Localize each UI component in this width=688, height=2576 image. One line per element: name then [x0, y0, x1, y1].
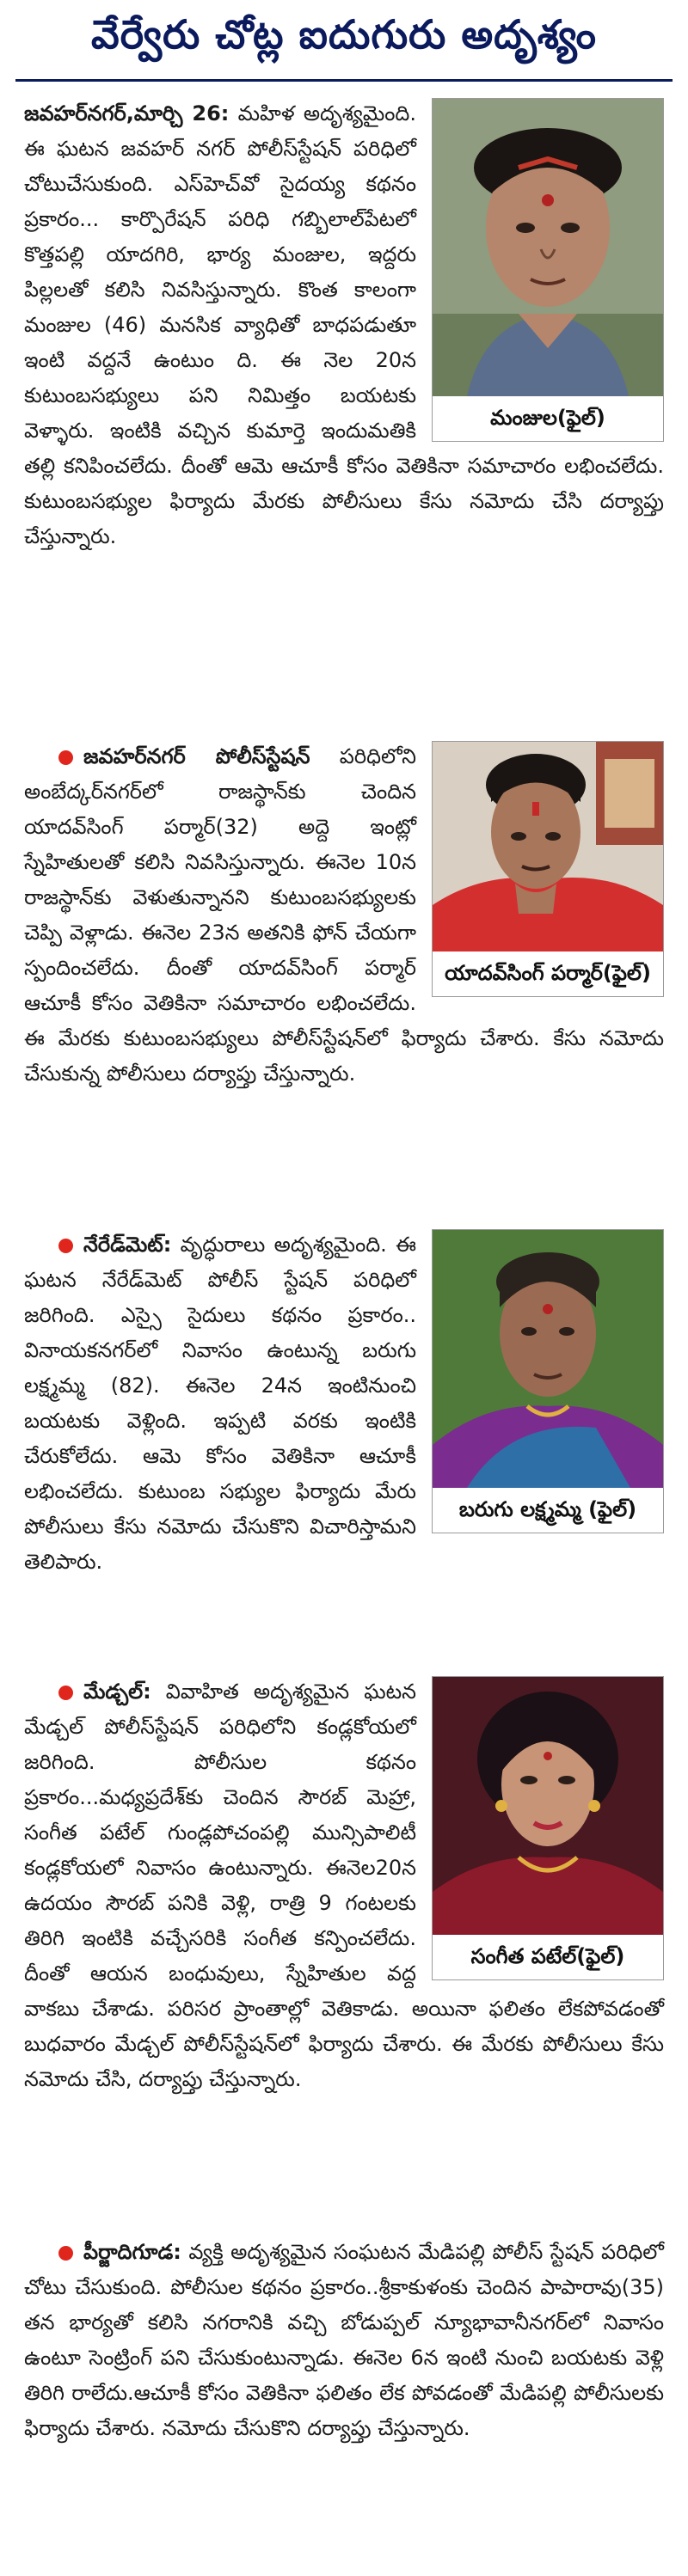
- story-text: పరిధిలోని అంబేద్కర్‌నగర్‌లో రాజస్థాన్‌కు చెందిన యాదవ్‌సింగ్ పర్మార్(32) అద్దె ఇంట్లో స్నేహితులతో కలిసి నివసిస్తున్నారు. ఈనెల 10న రాజస్థాన్‌కు వెళుతున్నానని కుటుంబసభ్యులకు చెప్పి వెళ్లాడు. ఈనెల 23న అతనికి ఫోన్ చేయగా స్పందించలేదు. దీంతో యాదవ్‌సింగ్ పర్మార్ ఆచూకీ కోసం వెతికినా సమాచారం లభించలేదు. ఈ మేరకు కుటుంబసభ్యులు పోలీస్‌స్టేషన్‌లో ఫిర్యాదు చేశారు. కేసు నమోదు చేసుకున్న పోలీసులు దర్యాప్తు చేస్తున్నారు.: [24, 744, 664, 1086]
- story-paparao: [24, 2235, 664, 2570]
- photo-caption: యాదవ్‌సింగ్ పర్మార్(ఫైల్): [445, 961, 651, 985]
- photo-caption: సంగీత పటేల్(ఫైల్): [470, 1944, 625, 1968]
- bullet-dot: [58, 1239, 73, 1253]
- photo-card-manjula: [432, 98, 664, 442]
- bullet-dot: [58, 750, 73, 765]
- photo-lakshmamma: [433, 1230, 663, 1488]
- bullet-dot: [58, 1686, 73, 1700]
- story-location: మేడ్చల్:: [83, 1680, 151, 1704]
- photo-card-sangeetha: [432, 1676, 664, 1980]
- bullet-dot: [58, 2246, 73, 2261]
- story-location: జవహర్‌నగర్,మార్చి 26:: [24, 101, 230, 125]
- story-manjula: [24, 96, 664, 732]
- story-location: నేరేడ్‌మెట్:: [83, 1233, 172, 1257]
- story-text: మహిళ అదృశ్యమైంది. ఈ ఘటన జవహర్‌ నగర్ పోలీస్‌స్టేషన్ పరిధిలో చోటుచేసుకుంది. ఎస్‌హెచ్‌వో సైదయ్య కథనం ప్రకారం... కార్పొరేషన్ పరిధి గబ్బిలాల్‌పేటలో కొత్తపల్లి యాదగిరి, భార్య మంజుల, ఇద్దరు పిల్లలతో కలిసి నివసిస్తున్నారు. కొంత కాలంగా మంజుల (46) మనసిక వ్యాధితో బాధపడుతూ ఇంటి వద్దనే ఉంటుం ది. ఈ నెల 20న కుటుంబసభ్యులు పని నిమిత్తం బయటకు వెళ్ళారు. ఇంటికి వచ్చిన కుమార్తె ఇందుమతికి తల్లి కనిపించలేదు. దీంతో ఆమె ఆచూకీ కోసం వెతికినా సమాచారం లభించలేదు. కుటుంబసభ్యుల ఫిర్యాదు మేరకు పోలీసులు కేసు నమోదు చేసి దర్యాప్తు చేస్తున్నారు.: [24, 101, 664, 548]
- story-text: వ్యక్తి అదృశ్యమైన సంఘటన మేడిపల్లి పోలీస్ స్టేషన్ పరిధిలో చోటు చేసుకుంది. పోలీసుల కథనం ప్రకారం..శ్రీకాకుళంకు చెందిన పాపారావు(35) తన భార్యతో కలిసి నగరానికి వచ్చి బోడుప్పల్ న్యూభావానీనగర్‌లో నివాసం ఉంటూ సెంట్రింగ్ పని చేసుకుంటున్నాడు. ఈనెల 6న ఇంటి నుంచి బయటకు వెళ్లి తిరిగి రాలేదు.ఆచూకీ కోసం వెతికినా ఫలితం లేక పోవడంతో మేడిపల్లి పోలీసులకు ఫిర్యాదు చేశారు. నమోదు చేసుకొని దర్యాప్తు చేస్తున్నారు.: [24, 2240, 664, 2440]
- story-lakshmamma: [24, 1227, 664, 1674]
- photo-sangeetha: [433, 1677, 663, 1935]
- story-text: వివాహిత అదృశ్యమైన ఘటన మేడ్చల్ పోలీస్‌స్టేషన్ పరిధిలోని కండ్లకోయలో జరిగింది. పోలీసుల కథనం ప్రకారం...మధ్యప్రదేశ్‌కు చెందిన సౌరబ్ మెహ్రా, సంగీత పటేల్ గుండ్లపోచంపల్లి మున్సిపాలిటీ కండ్లకోయలో నివాసం ఉంటున్నారు. ఈనెల20న ఉదయం సౌరబ్ పనికి వెళ్లి, రాత్రి 9 గంటలకు తిరిగి ఇంటికి వచ్చేసరికి సంగీత కన్పించలేదు. దీంతో ఆయన బంధువులు, స్నేహితుల వద్ద వాకబు చేశాడు. పరిసర ప్రాంతాల్లో వెతికాడు. అయినా ఫలితం లేకపోవడంతో బుధవారం మేడ్చల్ పోలీస్‌స్టేషన్‌లో ఫిర్యాదు చేశారు. ఈ మేరకు పోలీసులు కేసు నమోదు చేసి, దర్యాప్తు చేస్తున్నారు.: [24, 1680, 664, 2091]
- photo-card-lakshmamma: [432, 1229, 664, 1533]
- photo-caption: బరుగు లక్ష్మమ్మ (ఫైల్): [458, 1497, 637, 1521]
- photo-manjula: [433, 99, 663, 396]
- story-yadavsingh: [24, 739, 664, 1186]
- story-text: వృద్ధురాలు అదృశ్యమైంది. ఈ ఘటన నేరేడ్‌మెట్ పోలీస్ స్టేషన్ పరిధిలో జరిగింది. ఎస్సై సైదులు కథనం ప్రకారం.. వినాయకనగర్‌లో నివాసం ఉంటున్న బరుగు లక్ష్మమ్మ (82). ఈనెల 24న ఇంటినుంచి బయటకు వెళ్లింది. ఇప్పటి వరకు ఇంటికి చేరుకోలేదు. ఆమె కోసం వెతికినా ఆచూకీ లభించలేదు. కుటుంబ సభ్యుల ఫిర్యాదు మేరు పోలీసులు కేసు నమోదు చేసుకొని విచారిస్తామని తెలిపారు.: [24, 1233, 416, 1574]
- story-location: పీర్జాదిగూడ:: [83, 2240, 181, 2264]
- photo-yadavsingh: [433, 742, 663, 951]
- story-sangeetha: [24, 1674, 664, 2224]
- story-location: జవహర్‌నగర్ పోలీస్‌స్టేషన్: [83, 744, 310, 768]
- headline: వేర్వేరు చోట్ల ఐదుగురు అదృశ్యం: [91, 11, 597, 58]
- photo-card-yadavsingh: [432, 741, 664, 997]
- headline-rule: [15, 79, 673, 82]
- photo-caption: మంజుల(ఫైల్): [490, 406, 605, 430]
